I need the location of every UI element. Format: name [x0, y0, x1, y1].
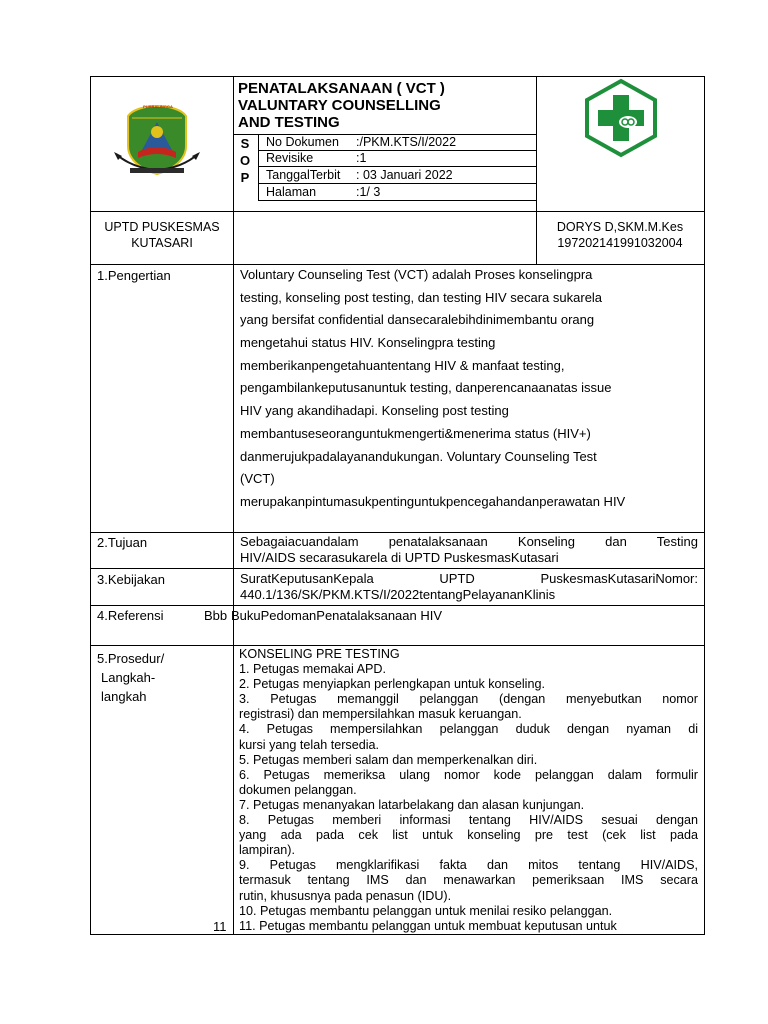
text-line: testing, konseling post testing, dan testing HIV secara sukarela	[240, 289, 603, 305]
meta-page-label: Halaman	[266, 185, 317, 199]
pengertian-text	[240, 264, 698, 514]
sop-letter-p: P	[240, 170, 250, 185]
referensi-text: BukuPedomanPenatalaksanaan HIV	[231, 608, 443, 623]
procedure-line: registrasi) dan mempersilahkan masuk keruangan.	[239, 707, 522, 722]
meta-revision-value: :1	[356, 151, 367, 165]
meta-doc-number-value: :/PKM.KTS/I/2022	[356, 135, 457, 149]
regency-logo	[112, 102, 202, 178]
procedure-line: 1. Petugas memakai APD.	[239, 662, 386, 677]
meta-page-value: :1/ 3	[356, 185, 381, 199]
section-label-pengertian: 1.Pengertian	[97, 268, 171, 283]
text-line: membantuseseoranguntukmengerti&menerima status (HIV+)	[240, 425, 591, 441]
meta-date-value: : 03 Januari 2022	[356, 168, 453, 182]
text-line: (VCT)	[240, 471, 275, 487]
sop-letter-o: O	[239, 153, 251, 168]
text-line: pengambilankeputusanuntuk testing, danperencanaanatas issue	[240, 380, 612, 396]
text-line: memberikanpengetahuantentang HIV & manfaat testing,	[240, 357, 565, 373]
section-label-referensi: 4.Referensi	[97, 608, 164, 623]
document-title	[238, 80, 528, 131]
text-line: HIV/AIDS secarasukarela di UPTD PuskesmasKutasari	[240, 549, 559, 565]
tujuan-text	[240, 534, 698, 565]
meta-revision-label: Revisike	[266, 151, 314, 165]
prosedur-steps	[239, 647, 698, 934]
title-line: AND TESTING	[238, 114, 340, 131]
margin-number: 11	[213, 919, 227, 934]
procedure-line: 9. Petugas mengklarifikasi fakta dan mitos tentang HIV/AIDS,	[239, 858, 698, 873]
procedure-line: rutin, khususnya pada penasun (IDU).	[239, 888, 452, 903]
procedure-line: 5. Petugas memberi salam dan memperkenalkan diri.	[239, 752, 538, 767]
text-line: SuratKeputusanKepala UPTD PuskesmasKutasariNomor:	[240, 571, 698, 586]
label-line: langkah	[101, 689, 147, 704]
procedure-line: 3. Petugas memanggil pelanggan (dengan menyebutkan nomor	[239, 692, 698, 707]
regency-logo-caption: PURBALINGGA	[143, 104, 173, 109]
signer-nip: 197202141991032004	[557, 236, 683, 250]
title-line: VALUNTARY COUNSELLING	[238, 97, 441, 114]
meta-date-label: TanggalTerbit	[266, 168, 341, 182]
procedure-line: dokumen pelanggan.	[239, 782, 357, 797]
section-label-prosedur	[97, 649, 164, 706]
procedure-line: lampiran).	[239, 843, 295, 858]
organization-line: KUTASARI	[131, 236, 193, 250]
text-line: HIV yang akandihadapi. Konseling post testing	[240, 403, 509, 419]
procedure-line: 2. Petugas menyiapkan perlengkapan untuk konseling.	[239, 677, 545, 692]
label-line: 5.Prosedur/	[97, 651, 165, 666]
signer-name: DORYS D,SKM.M.Kes	[556, 220, 684, 234]
procedure-line: 6. Petugas memeriksa ulang nomor kode pelanggan dalam formulir	[239, 767, 698, 782]
title-line: PENATALAKSANAAN ( VCT )	[238, 80, 445, 97]
section-label-tujuan: 2.Tujuan	[97, 535, 148, 550]
label-line: Langkah-	[101, 670, 156, 685]
text-line: merupakanpintumasukpentinguntukpencegahandanperawatan HIV	[240, 493, 626, 509]
referensi-prefix: Bbb	[204, 608, 228, 623]
text-line: Sebagaiacuandalam penatalaksanaan Konseling dan Testing	[240, 534, 698, 549]
procedure-line: termasuk tentang IMS dan menawarkan pemeriksaan IMS secara	[239, 873, 698, 888]
procedure-line: 8. Petugas memberi informasi tentang HIV/AIDS sesuai dengan	[239, 813, 698, 828]
kebijakan-text	[240, 571, 698, 602]
procedure-line: 7. Petugas menanyakan latarbelakang dan alasan kunjungan.	[239, 797, 585, 812]
meta-doc-number-label: No Dokumen	[266, 135, 339, 149]
text-line: mengetahui status HIV. Konselingpra testing	[240, 335, 496, 351]
procedure-line: yang ada pada cek list untuk konseling pre test (cek list pada	[239, 828, 698, 843]
text-line: 440.1/136/SK/PKM.KTS/I/2022tentangPelayananKlinis	[240, 586, 556, 602]
procedure-line: kursi yang telah tersedia.	[239, 737, 380, 752]
text-line: Voluntary Counseling Test (VCT) adalah Proses konselingpra	[240, 267, 593, 282]
organization-line: UPTD PUSKESMAS	[104, 220, 220, 234]
signer-block	[537, 219, 703, 251]
puskesmas-logo	[582, 78, 660, 158]
sop-letter-s: S	[240, 136, 250, 151]
procedure-line: 4. Petugas mempersilahkan pelanggan duduk dengan nyaman di	[239, 722, 698, 737]
procedure-line: 10. Petugas membantu pelanggan untuk menilai resiko pelanggan.	[239, 903, 613, 918]
section-label-kebijakan: 3.Kebijakan	[97, 572, 165, 587]
procedure-line: 11. Petugas membantu pelanggan untuk membuat keputusan untuk	[239, 918, 617, 933]
text-line: yang bersifat confidential dansecaralebihdinimembantu orang	[240, 312, 595, 328]
text-line: danmerujukpadalayanandukungan. Voluntary Counseling Test	[240, 448, 597, 464]
procedure-heading: KONSELING PRE TESTING	[239, 647, 400, 661]
organization-name	[92, 219, 232, 251]
